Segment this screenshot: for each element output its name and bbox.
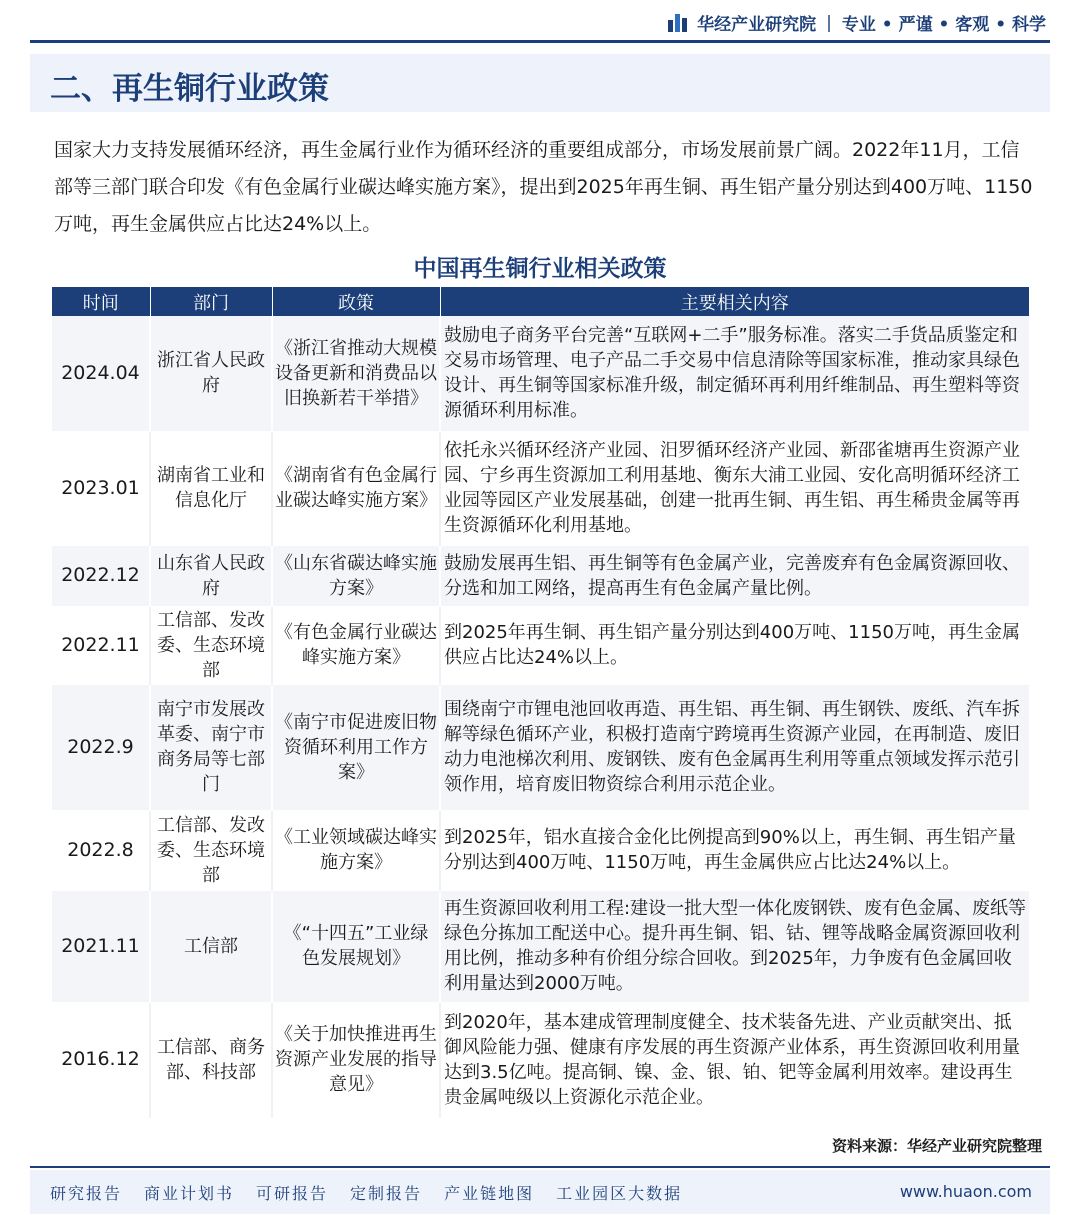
cell-time: 2022.8: [52, 810, 150, 890]
cell-time: 2024.04: [52, 316, 150, 431]
section-title: 二、再生铜行业政策: [50, 71, 329, 107]
cell-department: 工信部、发改委、生态环境部: [150, 606, 272, 684]
brand-slogan: 专业 • 严谨 • 客观 • 科学: [841, 15, 1046, 35]
cell-content: 依托永兴循环经济产业园、汨罗循环经济产业园、新邵雀塘再生资源产业园、宁乡再生资源加工利用基地、衡东大浦工业园、安化高明循环经济工业园等园区产业发展基础，创建一批再生铜、再生铝、再生稀贵金属等再生资源循环化利用基地。: [440, 431, 1029, 545]
cell-policy: 《浙江省推动大规模设备更新和消费品以旧换新若干举措》: [272, 316, 440, 431]
brand-header: [668, 10, 1046, 35]
cell-department: 浙江省人民政府: [150, 316, 272, 431]
table-row: [52, 606, 1029, 684]
footer-link-business-plan[interactable]: 商业计划书: [144, 1184, 235, 1203]
cell-time: 2022.11: [52, 606, 150, 684]
footer-nav: [50, 1181, 704, 1204]
intro-paragraph: 国家大力支持发展循环经济，再生金属行业作为循环经济的重要组成部分，市场发展前景广阔。2022年11月，工信部等三部门联合印发《有色金属行业碳达峰实施方案》，提出到2025年再生铜、再生铝产量分别达到400万吨、1150万吨，再生金属供应占比达24%以上。: [54, 139, 1033, 235]
policy-table: [52, 287, 1029, 1118]
header-policy: 政策: [272, 287, 440, 316]
footer-link-industrial-park-data[interactable]: 工业园区大数据: [556, 1184, 683, 1203]
footer-link-research-report[interactable]: 研究报告: [50, 1184, 123, 1203]
cell-department: 工信部、商务部、科技部: [150, 1002, 272, 1117]
cell-content: 围绕南宁市锂电池回收再造、再生铝、再生铜、再生钢铁、废纸、汽车拆解等绿色循环产业，积极打造南宁跨境再生资源产业园，在再制造、废旧动力电池梯次利用、废钢铁、废有色金属再生利用等重点领域发挥示范引领作用，培育废旧物资综合利用示范企业。: [440, 684, 1029, 810]
cell-time: 2023.01: [52, 431, 150, 545]
footer-link-custom-report[interactable]: 定制报告: [350, 1184, 423, 1203]
table-row: [52, 1002, 1029, 1117]
cell-policy: 《“十四五”工业绿色发展规划》: [272, 890, 440, 1002]
cell-department: 工信部、发改委、生态环境部: [150, 810, 272, 890]
footer-bar: [30, 1170, 1050, 1214]
table-row: [52, 810, 1029, 890]
source-note: 资料来源：华经产业研究院整理: [831, 1137, 1042, 1155]
cell-content: 到2020年，基本建成管理制度健全、技术装备先进、产业贡献突出、抵御风险能力强、健康有序发展的再生资源产业体系，再生资源回收利用量达到3.5亿吨。提高铜、镍、金、银、铂、钯等金属利用效率。建设再生贵金属吨级以上资源化示范企业。: [440, 1002, 1029, 1117]
cell-content: 再生资源回收利用工程:建设一批大型一体化废钢铁、废有色金属、废纸等绿色分拣加工配送中心。提升再生铜、铝、钴、锂等战略金属资源回收利用比例，推动多种有价组分综合回收。到2025年，力争废有色金属回收利用量达到2000万吨。: [440, 890, 1029, 1002]
top-divider: [30, 40, 1050, 43]
footer-link-feasibility-report[interactable]: 可研报告: [256, 1184, 329, 1203]
table-row: [52, 545, 1029, 606]
cell-department: 山东省人民政府: [150, 545, 272, 606]
cell-content: 到2025年再生铜、再生铝产量分别达到400万吨、1150万吨，再生金属供应占比达24%以上。: [440, 606, 1029, 684]
cell-content: 鼓励发展再生铝、再生铜等有色金属产业，完善废弃有色金属资源回收、分选和加工网络，提高再生有色金属产量比例。: [440, 545, 1029, 606]
cell-time: 2022.9: [52, 684, 150, 810]
cell-content: 到2025年，铝水直接合金化比例提高到90%以上，再生铜、再生铝产量分别达到400万吨、1150万吨，再生金属供应占比达24%以上。: [440, 810, 1029, 890]
table-title: 中国再生铜行业相关政策: [413, 256, 667, 282]
huajing-logo-icon: [668, 14, 689, 32]
table-row: [52, 316, 1029, 431]
top-bar: [0, 0, 1080, 42]
cell-policy: 《有色金属行业碳达峰实施方案》: [272, 606, 440, 684]
table-row: [52, 890, 1029, 1002]
brand-name: 华经产业研究院: [697, 15, 817, 35]
cell-policy: 《湖南省有色金属行业碳达峰实施方案》: [272, 431, 440, 545]
header-content: 主要相关内容: [440, 287, 1029, 316]
cell-policy: 《南宁市促进废旧物资循环利用工作方案》: [272, 684, 440, 810]
brand-separator: |: [826, 12, 832, 33]
table-header-row: [52, 287, 1029, 316]
footer-site-url[interactable]: www.huaon.com: [899, 1182, 1032, 1201]
cell-policy: 《山东省碳达峰实施方案》: [272, 545, 440, 606]
footer-divider: [30, 1166, 1050, 1168]
cell-policy: 《关于加快推进再生资源产业发展的指导意见》: [272, 1002, 440, 1117]
cell-policy: 《工业领域碳达峰实施方案》: [272, 810, 440, 890]
table-row: [52, 684, 1029, 810]
cell-department: 工信部: [150, 890, 272, 1002]
header-department: 部门: [150, 287, 272, 316]
cell-time: 2016.12: [52, 1002, 150, 1117]
cell-department: 湖南省工业和信息化厅: [150, 431, 272, 545]
cell-content: 鼓励电子商务平台完善“互联网+二手”服务标准。落实二手货品质鉴定和交易市场管理、电子产品二手交易中信息清除等国家标准，推动家具绿色设计、再生铜等国家标准升级，制定循环再利用纤维制品、再生塑料等资源循环利用标准。: [440, 316, 1029, 431]
cell-time: 2022.12: [52, 545, 150, 606]
cell-department: 南宁市发展改革委、南宁市商务局等七部门: [150, 684, 272, 810]
footer-link-industry-chain-map[interactable]: 产业链地图: [444, 1184, 535, 1203]
header-time: 时间: [52, 287, 150, 316]
cell-time: 2021.11: [52, 890, 150, 1002]
table-row: [52, 431, 1029, 545]
section-header: [30, 54, 1050, 112]
